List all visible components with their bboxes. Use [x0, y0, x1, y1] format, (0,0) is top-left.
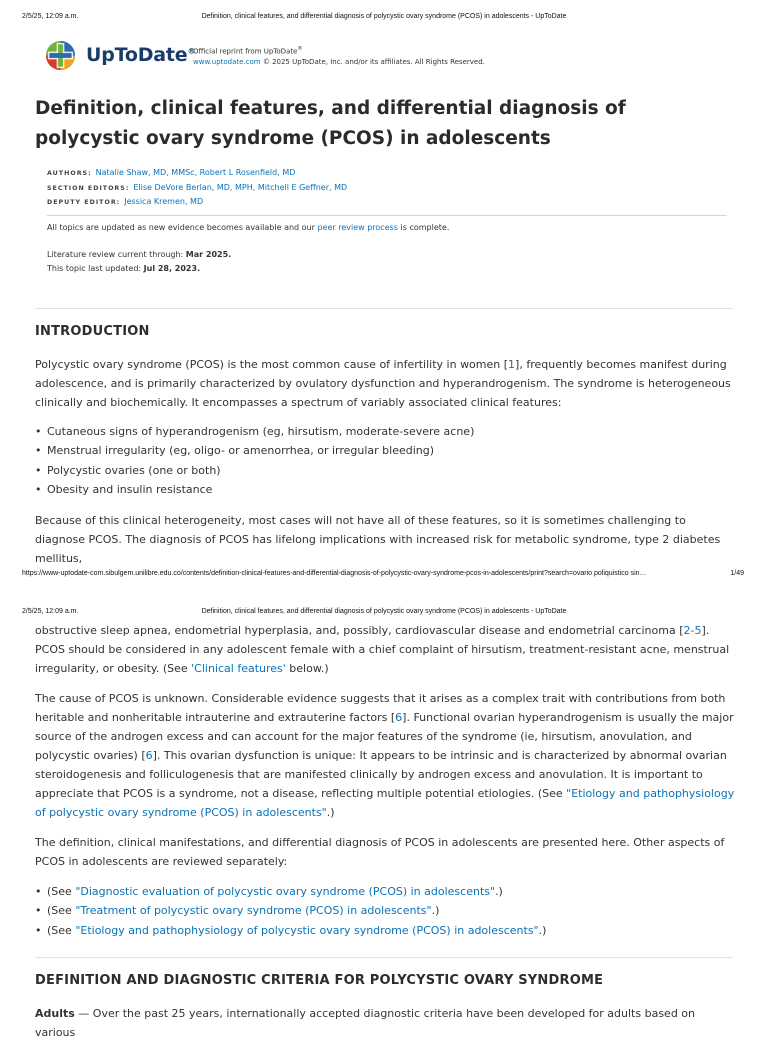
list-item: • Cutaneous signs of hyperandrogenism (eg, hirsutism, moderate-severe acne)	[35, 422, 735, 441]
update-note: All topics are updated as new evidence becomes available and our peer review process is complete.	[47, 223, 450, 232]
intro-paragraph-1: Polycystic ovary syndrome (PCOS) is the most common cause of infertility in women [1], frequently becomes manifest during adolescence, and is primarily characterized by ovulatory dysfunction and hyperandrogenism. The syndrome is heterogeneous clinically and biochemically. It encompasses a spectrum of variably associated clinical features:	[35, 358, 731, 409]
print-header-page-2	[0, 606, 768, 618]
lit-review-date: Mar 2025.	[185, 250, 232, 259]
list-item: • Obesity and insulin resistance	[35, 480, 735, 499]
print-doc-title: Definition, clinical features, and differential diagnosis of polycystic ovary syndrome (PCOS) in adolescents - UpToDate	[201, 13, 567, 20]
adults-paragraph: Adults — Over the past 25 years, internationally accepted diagnostic criteria have been developed for adults based on various	[35, 1007, 696, 1039]
reference-link[interactable]: 6	[395, 711, 403, 724]
print-header	[0, 11, 768, 23]
reference-link[interactable]: 2-5	[683, 624, 702, 637]
review-dates: Literature review current through: Mar 2025. This topic last updated: Jul 28, 2023.	[47, 250, 232, 273]
treatment-link[interactable]: "Treatment of polycystic ovary syndrome (PCOS) in adolescents"	[75, 904, 432, 918]
print-date: 2/5/25, 12:09 a.m.	[22, 608, 79, 615]
page-number: 1/49	[730, 570, 744, 577]
list-item: • Polycystic ovaries (one or both)	[35, 461, 735, 480]
authors-label: AUTHORS:	[47, 170, 92, 177]
section-editors-link[interactable]: Elise DeVore Berlan, MD, MPH, Mitchell E Geffner, MD	[133, 182, 348, 192]
intro-paragraph-2: Because of this clinical heterogeneity, most cases will not have all of these features, so it is sometimes challenging to diagnose PCOS. The diagnosis of PCOS has lifelong implications with increased risk for metabolic syndrome, type 2 diabetes mellitus,	[35, 514, 721, 565]
list-item: • (See "Treatment of polycystic ovary syndrome (PCOS) in adolescents".)	[35, 901, 735, 920]
print-footer	[0, 568, 768, 580]
list-item: • (See "Diagnostic evaluation of polycystic ovary syndrome (PCOS) in adolescents".)	[35, 882, 735, 901]
intro-paragraph-4: The cause of PCOS is unknown. Considerable evidence suggests that it arises as a complex trait with contributions from both heritable and nonheritable intrauterine and extrauterine factors [6]. Functional ovarian hyperandrogenism is usually the major source of the androgen excess and can account for the major features of the syndrome (ie, hirsutism, anovulation, and polycystic ovaries) [6]. This ovarian dysfunction is unique: It appears to be intrinsic and is characterized by abnormal ovarian steroidogenesis and folliculogenesis that are manifested clinically by androgen excess and anovulation. It is important to appreciate that PCOS is a syndrome, not a disease, reflecting multiple potential etiologies. (See "Etiology and pathophysiology of polycystic ovary syndrome (PCOS) in adolescents".)	[35, 692, 735, 819]
uptodate-site-link[interactable]: www.uptodate.com	[193, 58, 261, 67]
brand-name: UpToDate®	[86, 44, 196, 66]
meta-divider	[47, 215, 727, 216]
uptodate-logo-icon	[45, 40, 76, 71]
etiology-topic-link[interactable]: "Etiology and pathophysiology of polycystic ovary syndrome (PCOS) in adolescents"	[35, 787, 735, 819]
authors-link[interactable]: Natalie Shaw, MD, MMSc, Robert L Rosenfield, MD	[95, 168, 296, 177]
reprint-notice: Official reprint from UpToDate® www.uptodate.com © 2025 UpToDate, Inc. and/or its affiliates. All Rights Reserved.	[193, 46, 485, 67]
clinical-features-list	[35, 422, 735, 499]
last-updated-date: Jul 28, 2023.	[143, 263, 201, 273]
intro-paragraph-3: obstructive sleep apnea, endometrial hyperplasia, and, possibly, cardiovascular disease and endometrial carcinoma [2-5]. PCOS should be considered in any adolescent female with a chief complaint of hirsutism, treatment-resistant acne, menstrual irregularity, or obesity. (See 'Clinical features' below.)	[35, 624, 730, 675]
introduction-heading: INTRODUCTION	[35, 324, 150, 339]
uptodate-logo[interactable]	[45, 38, 195, 72]
article-meta	[47, 166, 727, 210]
reference-link[interactable]: 6	[145, 749, 153, 762]
list-item: • Menstrual irregularity (eg, oligo- or amenorrhea, or irregular bleeding)	[35, 441, 735, 460]
print-doc-title: Definition, clinical features, and differential diagnosis of polycystic ovary syndrome (PCOS) in adolescents - UpToDate	[201, 608, 567, 615]
deputy-editor-label: DEPUTY EDITOR:	[47, 199, 121, 206]
related-topics-list	[35, 882, 735, 940]
adults-label: Adults	[35, 1007, 75, 1020]
intro-paragraph-5: The definition, clinical manifestations, and differential diagnosis of PCOS in adolescents are presented here. Other aspects of PCOS in adolescents are reviewed separately:	[35, 836, 725, 868]
print-date: 2/5/25, 12:09 a.m.	[22, 13, 79, 20]
section-editors-label: SECTION EDITORS:	[47, 184, 130, 192]
clinical-features-link[interactable]: 'Clinical features'	[191, 662, 286, 675]
reference-link[interactable]: 1	[508, 358, 516, 371]
criteria-heading: DEFINITION AND DIAGNOSTIC CRITERIA FOR POLYCYSTIC OVARY SYNDROME	[35, 973, 604, 988]
peer-review-link[interactable]: peer review process	[317, 223, 398, 232]
section-divider	[35, 957, 733, 958]
diagnostic-evaluation-link[interactable]: "Diagnostic evaluation of polycystic ovary syndrome (PCOS) in adolescents"	[75, 885, 496, 898]
article-title: Definition, clinical features, and differential diagnosis of polycystic ovary syndrome (PCOS) in adolescents	[35, 98, 626, 149]
deputy-editor-link[interactable]: Jessica Kremen, MD	[124, 197, 204, 206]
print-url: https://www-uptodate-com.sibulgem.unilibre.edu.co/contents/definition-clinical-features-and-differential-diagnosis-of-polycystic-ovary-syndrome-pcos-in-adolescents/print?search=ovario poliquistico sin…	[22, 570, 647, 577]
section-divider	[35, 308, 733, 309]
etiology-link[interactable]: "Etiology and pathophysiology of polycystic ovary syndrome (PCOS) in adolescents"	[75, 923, 539, 937]
list-item: • (See "Etiology and pathophysiology of polycystic ovary syndrome (PCOS) in adolescents".)	[35, 921, 735, 940]
